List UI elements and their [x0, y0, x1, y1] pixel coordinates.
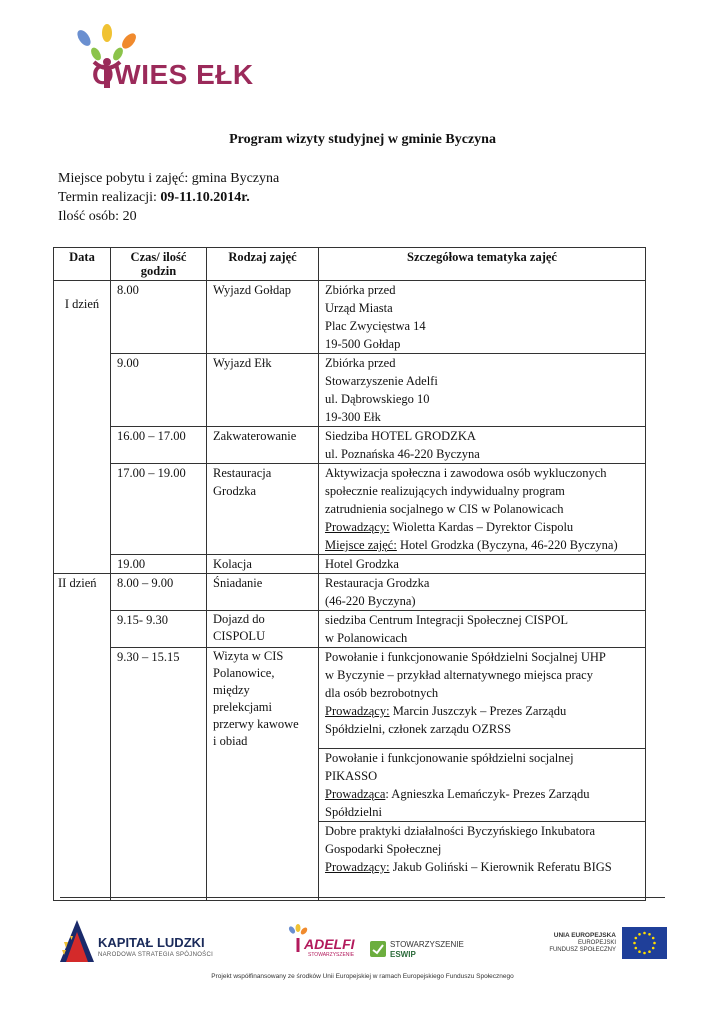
time-cell: 17.00 – 19.00 [111, 464, 207, 555]
details-cell: Hotel Grodzka [319, 555, 646, 574]
time-cell: 19.00 [111, 555, 207, 574]
time-cell: 9.00 [111, 354, 207, 427]
page-title: Program wizyty studyjnej w gminie Byczyna [229, 132, 496, 147]
type-cell: Wyjazd Gołdap [207, 281, 319, 354]
col-time: Czas/ ilość godzin [111, 248, 207, 281]
meta-place: Miejsce pobytu i zajęć: gmina Byczyna [58, 171, 280, 186]
details-cell: Aktywizacja społeczna i zawodowa osób wykluczonych społecznie realizujących indywidualny program zatrudnienia socjalnego w CIS w Polanowicach Prowadzący: Wioletta Kardas – Dyrektor Cispolu Miejsce zajęć: Hotel Grodzka (Byczyna, 46-220 Byczyna) [319, 464, 646, 555]
kl-title: KAPITAŁ LUDZKI [98, 935, 205, 950]
table-row [54, 427, 646, 464]
col-data: Data [54, 248, 111, 281]
time-cell: 8.00 [111, 281, 207, 354]
time-cell: 16.00 – 17.00 [111, 427, 207, 464]
type-cell: Zakwaterowanie [207, 427, 319, 464]
table-row [54, 281, 646, 354]
day-label: I dzień [54, 281, 111, 574]
table-row [54, 574, 646, 611]
details-cell: siedziba Centrum Integracji Społecznej CISPOL w Polanowicach [319, 611, 646, 648]
table-row [54, 354, 646, 427]
meta-persons: Ilość osób: 20 [58, 209, 137, 224]
type-cell: Wyjazd Ełk [207, 354, 319, 427]
table-row [54, 648, 646, 749]
details-cell: Restauracja Grodzka (46-220 Byczyna) [319, 574, 646, 611]
type-cell: Kolacja [207, 555, 319, 574]
type-cell: Wizyta w CIS Polanowice, między prelekcjami przerwy kawowe i obiad [207, 648, 319, 901]
meta-term: Termin realizacji: 09-11.10.2014r. [58, 190, 250, 205]
footer-divider [60, 897, 665, 898]
type-cell: Śniadanie [207, 574, 319, 611]
adelfi-name: ADELFI [304, 936, 355, 952]
table-header-row [54, 248, 646, 281]
project-note: Projekt współfinansowany ze środków Unii Europejskiej w ramach Europejskiego Funduszu Społecznego [211, 973, 514, 980]
type-cell: Dojazd do CISPOLU [207, 611, 319, 648]
col-type: Rodzaj zajęć [207, 248, 319, 281]
table-row [54, 555, 646, 574]
time-cell: 8.00 – 9.00 [111, 574, 207, 611]
eswip-text: STOWARZYSZENIE ESWIP [390, 940, 464, 959]
details-cell: Powołanie i funkcjonowanie spółdzielni socjalnej PIKASSO Prowadząca: Agnieszka Lemańczyk- Prezes Zarządu Spółdzielni [319, 749, 646, 822]
details-cell: Zbiórka przed Urząd Miasta Plac Zwycięstwa 14 19-500 Gołdap [319, 281, 646, 354]
logo-text: OWIES EŁK [92, 59, 254, 90]
eswip-logo-icon [370, 941, 386, 957]
table-row [54, 611, 646, 648]
table-row [54, 464, 646, 555]
kapital-ludzki-logo [58, 918, 96, 964]
details-cell: Dobre praktyki działalności Byczyńskiego Inkubatora Gospodarki Społecznej Prowadzący: Jakub Goliński – Kierownik Referatu BIGS [319, 822, 646, 901]
col-details: Szczegółowa tematyka zajęć [319, 248, 646, 281]
adelfi-subtitle: STOWARZYSZENIE [308, 952, 355, 958]
time-cell: 9.30 – 15.15 [111, 648, 207, 901]
type-cell: Restauracja Grodzka [207, 464, 319, 555]
eu-text: UNIA EUROPEJSKA EUROPEJSKI FUNDUSZ SPOŁECZNY [549, 932, 616, 953]
eu-stars-icon [622, 927, 667, 959]
day-label: II dzień [54, 574, 111, 901]
kl-subtitle: NARODOWA STRATEGIA SPÓJNOŚCI [98, 952, 214, 958]
details-cell: Siedziba HOTEL GRODZKA ul. Poznańska 46-220 Byczyna [319, 427, 646, 464]
time-cell: 9.15- 9.30 [111, 611, 207, 648]
details-cell: Powołanie i funkcjonowanie Spółdzielni Socjalnej UHP w Byczynie – przykład alternatywnego miejsca pracy dla osób bezrobotnych Prowadzący: Marcin Juszczyk – Prezes Zarządu Spółdzielni, członek zarządu OZRSS [319, 648, 646, 749]
program-table [53, 247, 646, 901]
eu-flag [622, 927, 667, 959]
details-cell: Zbiórka przed Stowarzyszenie Adelfi ul. Dąbrowskiego 10 19-300 Ełk [319, 354, 646, 427]
